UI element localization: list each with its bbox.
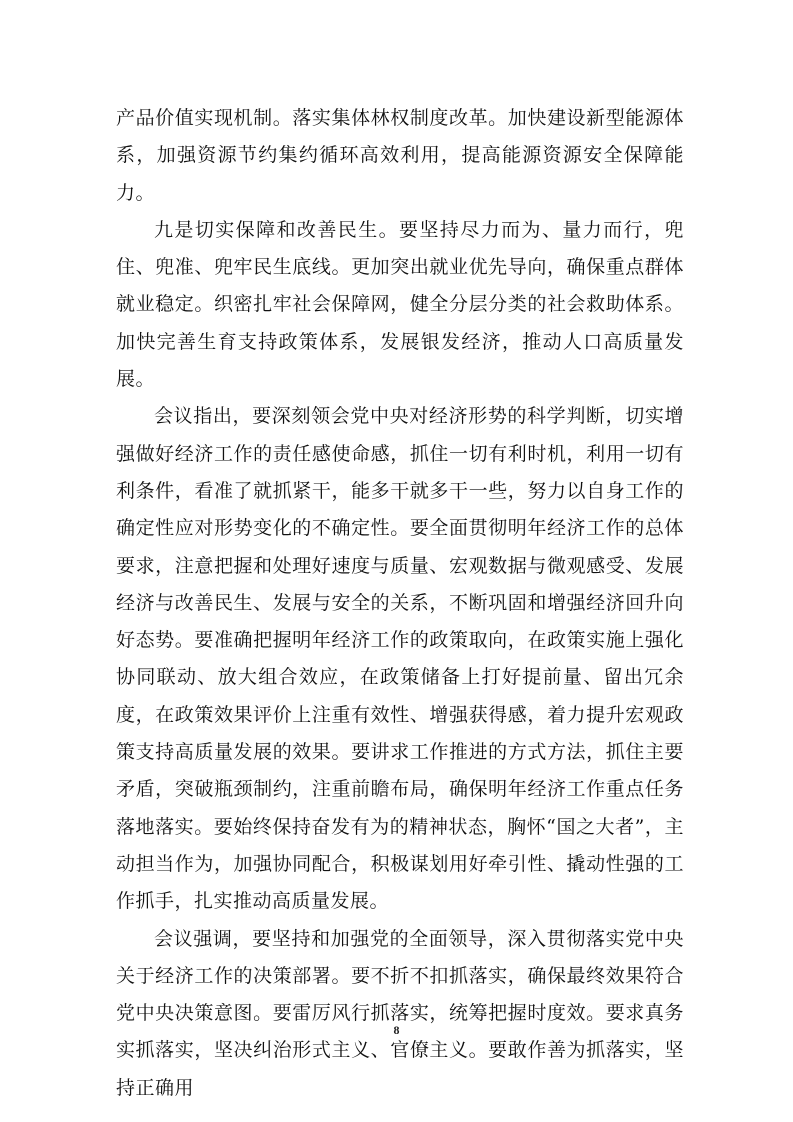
paragraph-meeting-emphasized: 会议强调，要坚持和加强党的全面领导，深入贯彻落实党中央关于经济工作的决策部署。要不折不扣抓落实，确保最终效果符合党中央决策意图。要雷厉风行抓落实，统筹把握时度效。要求真务实抓落实，坚决纠治形式主义、官僚主义。要敢作善为抓落实，坚持正确用: [116, 927, 684, 1099]
paragraph-meeting-pointed-out: 会议指出，要深刻领会党中央对经济形势的科学判断，切实增强做好经济工作的责任感使命感，抓住一切有利时机，利用一切有利条件，看准了就抓紧干，能多干就多干一些，努力以自身工作的确定性应对形势变化的不确定性。要全面贯彻明年经济工作的总体要求，注意把握和处理好速度与质量、宏观数据与微观感受、发展经济与改善民生、发展与安全的关系，不断巩固和增强经济回升向好态势。要准确把握明年经济工作的政策取向，在政策实施上强化协同联动、放大组合效应，在政策储备上打好提前量、留出冗余度，在政策效果评价上注重有效性、增强获得感，着力提升宏观政策支持高质量发展的效果。要讲求工作推进的方式方法，抓住主要矛盾，突破瓶颈制约，注重前瞻布局，确保明年经济工作重点任务落地落实。要始终保持奋发有为的精神状态，胸怀“国之大者”，主动担当作为，加强协同配合，积极谋划用好牵引性、撬动性强的工作抓手，扎实推动高质量发展。: [116, 405, 684, 913]
body-text: [116, 100, 684, 1107]
page-number: 8: [393, 1023, 400, 1037]
paragraph-livelihood: 九是切实保障和改善民生。要坚持尽力而为、量力而行，兜住、兜准、兜牢民生底线。更加突出就业优先导向，确保重点群体就业稳定。织密扎牢社会保障网，健全分层分类的社会救助体系。加快完善生育支持政策体系，发展银发经济，推动人口高质量发展。: [116, 218, 684, 391]
paragraph-continuation: 产品价值实现机制。落实集体林权制度改革。加快建设新型能源体系，加强资源节约集约循环高效利用，提高能源资源安全保障能力。: [116, 107, 684, 204]
